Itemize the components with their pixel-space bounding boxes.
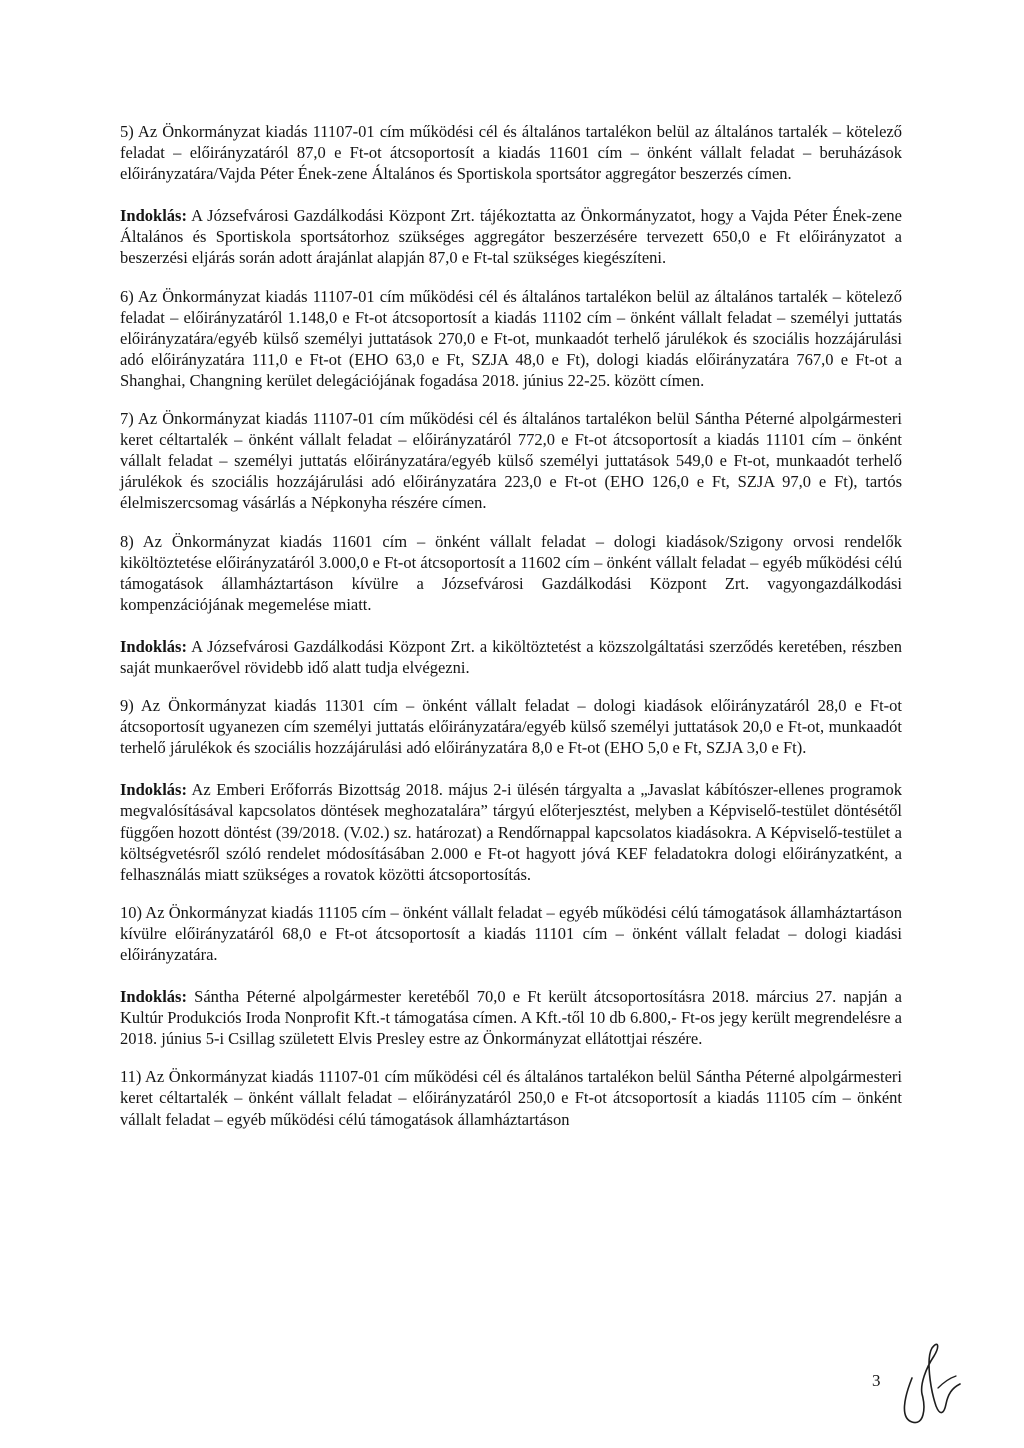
justification-text: Az Emberi Erőforrás Bizottság 2018. május 2-i ülésén tárgyalta a „Javaslat kábítószer-ellenes programok megvalósításával kapcsolatos döntések meghozatalára” tárgyú előterjesztést, melyben a Képviselő-testület döntésétől függően hozott döntést (39/2018. (V.02.) sz. határozat) a Rendőrnappal kapcsolatos kiadásokra. A Képviselő-testület a költségvetésről szóló rendelet módosításában 2.000 e Ft-ot hagyott jóvá KEF feladatokra dologi előirányzatként, a felhasználás miatt szükséges a rovatok közötti átcsoportosítás. [120, 780, 902, 884]
paragraph-justification-10 [120, 986, 902, 1049]
page-number: 3 [872, 1371, 881, 1390]
paragraph-item-5: 5) Az Önkormányzat kiadás 11107-01 cím működési cél és általános tartalékon belül az általános tartalék – kötelező feladat – előirányzatáról 87,0 e Ft-ot átcsoportosít a kiadás 11601 cím – önként vállalt feladat – beruházások előirányzatára/Vajda Péter Ének-zene Általános és Sportiskola sportsátor aggregátor beszerzés címen. [120, 122, 902, 184]
justification-text: A Józsefvárosi Gazdálkodási Központ Zrt. tájékoztatta az Önkormányzatot, hogy a Vajda Péter Ének-zene Általános és Sportiskola sportsátorhoz szükséges aggregátor beszerzésére tervezett 650,0 e Ft előirányzatot a beszerzési eljárás során adott árajánlat alapján 87,0 e Ft-tal szükséges kiegészíteni. [120, 206, 902, 268]
justification-label: Indoklás: [120, 987, 187, 1007]
paragraph-item-8: 8) Az Önkormányzat kiadás 11601 cím – önként vállalt feladat – dologi kiadások/Szigony orvosi rendelők kiköltöztetése előirányzatáról 3.000,0 e Ft-ot átcsoportosít a 11602 cím – önként vállalt feladat – egyéb működési célú támogatások államháztartáson kívülre a Józsefvárosi Gazdálkodási Központ Zrt. vagyongazdálkodási kompenzációjának megemelése miatt. [120, 531, 902, 614]
paragraph-item-6: 6) Az Önkormányzat kiadás 11107-01 cím működési cél és általános tartalékon belül az általános tartalék – kötelező feladat – előirányzatáról 1.148,0 e Ft-ot átcsoportosít a kiadás 11102 cím – önként vállalt feladat – személyi juttatás előirányzatára/egyéb külső személyi juttatások 270,0 e Ft-ot, munkaadót terhelő járulékok és szociális hozzájárulási adó előirányzatára 111,0 e Ft-ot (EHO 63,0 e Ft, SZJA 48,0 e Ft), dologi kiadás előirányzatára 767,0 e Ft-ot a Shanghai, Changning kerület delegációjának fogadása 2018. június 22-25. között címen. [120, 286, 902, 390]
paragraph-item-7: 7) Az Önkormányzat kiadás 11107-01 cím működési cél és általános tartalékon belül Sántha Péterné alpolgármesteri keret céltartalék – önként vállalt feladat – előirányzatáról 772,0 e Ft-ot átcsoportosít a kiadás 11101 cím – önként vállalt feladat – személyi juttatás előirányzatára/egyéb külső személyi juttatások 549,0 e Ft-ot, munkaadót terhelő járulékok és szociális hozzájárulási adó előirányzatára 223,0 e Ft-ot (EHO 126,0 e Ft, SZJA 97,0 e Ft), tartós élelmiszercsomag vásárlás a Népkonyha részére címen. [120, 409, 902, 513]
justification-text: Sántha Péterné alpolgármester keretéből 70,0 e Ft került átcsoportosításra 2018. március 27. napján a Kultúr Produkciós Iroda Nonprofit Kft.-t támogatása címen. A Kft.-től 10 db 6.800,- Ft-os jegy került megrendelésre a 2018. június 5-i Csillag született Elvis Presley estre az Önkormányzat ellátottjai részére. [120, 987, 902, 1049]
justification-label: Indoklás: [120, 636, 187, 656]
justification-text: A Józsefvárosi Gazdálkodási Központ Zrt. a kiköltöztetést a közszolgáltatási szerződés keretében, részben saját munkaerővel rövidebb idő alatt tudja elvégezni. [120, 636, 902, 677]
paragraph-item-11: 11) Az Önkormányzat kiadás 11107-01 cím működési cél és általános tartalékon belül Sántha Péterné alpolgármesteri keret céltartalék – önként vállalt feladat – előirányzatáról 250,0 e Ft-ot átcsoportosít a kiadás 11105 cím – önként vállalt feladat – egyéb működési célú támogatások államháztartáson [120, 1067, 902, 1129]
signature-icon [890, 1318, 970, 1428]
paragraph-item-9: 9) Az Önkormányzat kiadás 11301 cím – önként vállalt feladat – dologi kiadások előirányzatáról 28,0 e Ft-ot átcsoportosít ugyanezen cím személyi juttatás előirányzatára/egyéb külső személyi juttatások 20,0 e Ft-ot, munkaadót terhelő járulékok és szociális hozzájárulási adó előirányzatára 8,0 e Ft-ot (EHO 5,0 e Ft, SZJA 3,0 e Ft). [120, 696, 902, 758]
justification-label: Indoklás: [120, 206, 187, 226]
paragraph-justification-5 [120, 205, 902, 268]
document-body [120, 121, 902, 1130]
paragraph-justification-9 [120, 779, 902, 884]
paragraph-item-10: 10) Az Önkormányzat kiadás 11105 cím – önként vállalt feladat – egyéb működési célú támogatások államháztartáson kívülre előirányzatáról 68,0 e Ft-ot átcsoportosít a kiadás 11101 cím – önként vállalt feladat – dologi kiadási előirányzatára. [120, 902, 902, 964]
justification-label: Indoklás: [120, 780, 187, 800]
paragraph-justification-8 [120, 636, 902, 678]
